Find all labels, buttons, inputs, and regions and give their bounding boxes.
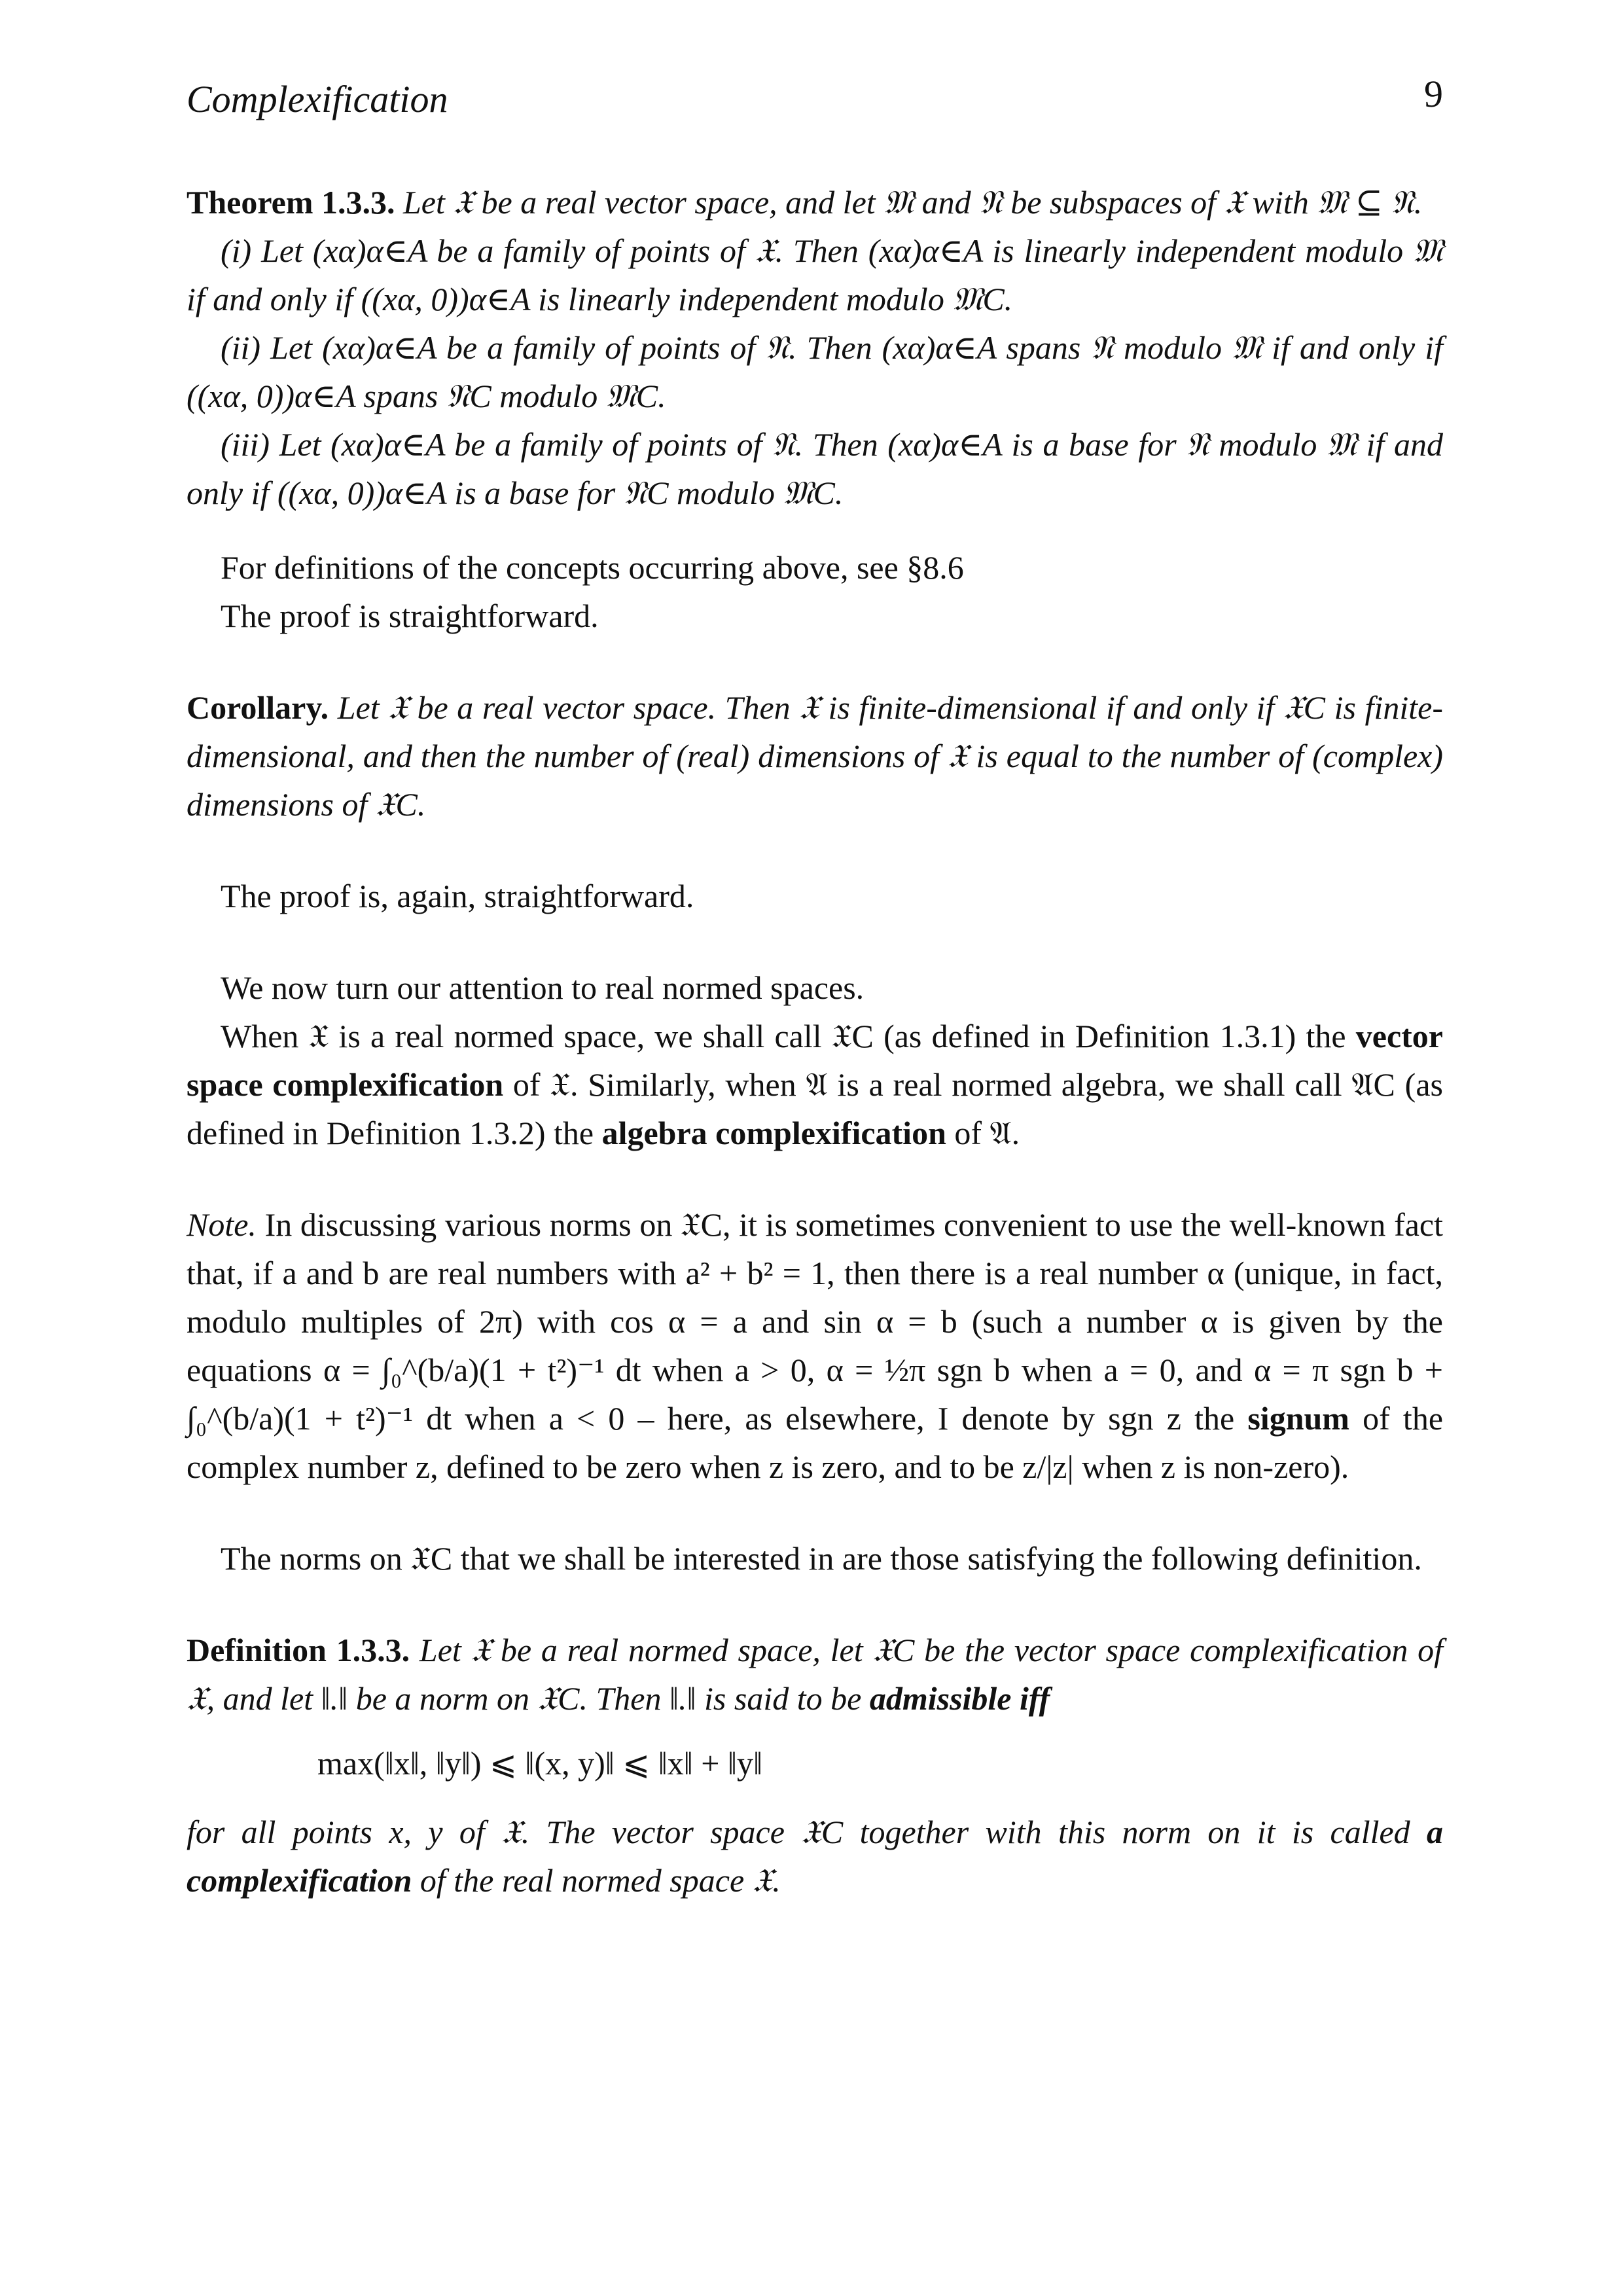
normed-text-a: When 𝔛 is a real normed space, we shall call 𝔛C (as defined in Definition 1.3.1) the: [221, 1018, 1346, 1054]
normed-text-b: of 𝔛. Similarly, when 𝔄 is a real normed algebra, we shall call 𝔄C (as defined in Definition 1.3.2) the: [187, 1066, 1443, 1151]
running-header: [187, 72, 1443, 124]
theorem-part-iii: (iii) Let (xα)α∈A be a family of points of 𝔑. Then (xα)α∈A is a base for 𝔑 modulo 𝔐 if and only if ((xα, 0))α∈A is a base for 𝔑C modulo 𝔐C.: [187, 426, 1443, 511]
term-vector-space-complexification: vector space complexification: [187, 1018, 1443, 1103]
admissibility-formula: max(‖x‖, ‖y‖) ⩽ ‖(x, y)‖ ⩽ ‖x‖ + ‖y‖: [317, 1745, 763, 1782]
proof-remark: The proof is straightforward.: [221, 598, 599, 634]
definition-1-3-3: [187, 1626, 1443, 1905]
theorem-part-ii: (ii) Let (xα)α∈A be a family of points of 𝔑. Then (xα)α∈A spans 𝔑 modulo 𝔐 if and only if ((xα, 0))α∈A spans 𝔑C modulo 𝔐C.: [187, 329, 1443, 414]
corollary-label: Corollary.: [187, 689, 329, 726]
definition-label: Definition 1.3.3.: [187, 1632, 410, 1668]
definition-conclusion: [187, 1808, 1443, 1905]
theorem-1-3-3: [187, 178, 1443, 517]
corollary-proof: The proof is, again, straightforward.: [221, 878, 694, 914]
theorem-part-i: (i) Let (xα)α∈A be a family of points of 𝔛. Then (xα)α∈A is linearly independent modulo 𝔐 if and only if ((xα, 0))α∈A is linearly independent modulo 𝔐C.: [187, 232, 1443, 317]
theorem-remarks: [187, 543, 1443, 640]
term-complexification: a complexification: [187, 1814, 1444, 1899]
definition-text-b: for all points x, y of 𝔛. The vector space 𝔛C together with this norm on it is called: [187, 1814, 1410, 1850]
term-algebra-complexification: algebra complexification: [601, 1115, 946, 1151]
note: [187, 1200, 1443, 1491]
page-number: 9: [1424, 73, 1443, 115]
running-title: Complexification: [187, 78, 448, 120]
corollary-statement: Let 𝔛 be a real vector space. Then 𝔛 is finite-dimensional if and only if 𝔛C is finite-dimensional, and then the number of (real) dimensions of 𝔛 is equal to the number of (complex) dimensions of 𝔛C.: [187, 689, 1443, 823]
definition-text-a: Let 𝔛 be a real normed space, let 𝔛C be the vector space complexification of 𝔛, and let ‖.‖ be a norm on 𝔛C. Then ‖.‖ is said to be: [187, 1632, 1443, 1717]
term-admissible: admissible iff: [869, 1680, 1050, 1717]
note-label: Note.: [187, 1206, 257, 1243]
theorem-label: Theorem 1.3.3.: [187, 184, 395, 221]
normed-spaces-section: [187, 963, 1443, 1157]
note-text-b: of the complex number z, defined to be zero when z is zero, and to be z/|z| when z is non-zero).: [187, 1400, 1444, 1485]
term-signum: signum: [1247, 1400, 1349, 1437]
normed-text-c: of 𝔄.: [954, 1115, 1020, 1151]
page: [187, 72, 1443, 1905]
note-text-a: In discussing various norms on 𝔛C, it is sometimes convenient to use the well-known fact that, if a and b are real numbers with a² + b² = 1, then there is a real number α (unique, in fact, modulo multiples of 2π) with cos α = a and sin α = b (such a number α is given by the equations α = ∫₀^(b/a)(1 + t²)⁻¹ dt when a > 0, α = ½π sgn b when a = 0, and α = π sgn b + ∫₀^(b/a)(1 + t²)⁻¹ dt when a < 0 – here, as elsewhere, I denote by sgn z the: [187, 1206, 1443, 1437]
theorem-statement-text: Let 𝔛 be a real vector space, and let 𝔐 and 𝔑 be subspaces of 𝔛 with 𝔐 ⊆ 𝔑.: [402, 184, 1423, 221]
normed-paragraph: [187, 1012, 1443, 1157]
norms-intro: The norms on 𝔛C that we shall be interested in are those satisfying the following definition.: [221, 1540, 1422, 1577]
definition-statement: [187, 1626, 1443, 1723]
definitions-reference: For definitions of the concepts occurring above, see §8.6: [221, 549, 964, 586]
theorem-statement: [187, 178, 1443, 226]
normed-intro: We now turn our attention to real normed spaces.: [221, 969, 865, 1006]
corollary: [187, 683, 1443, 829]
definition-text-c: of the real normed space 𝔛.: [419, 1862, 781, 1899]
